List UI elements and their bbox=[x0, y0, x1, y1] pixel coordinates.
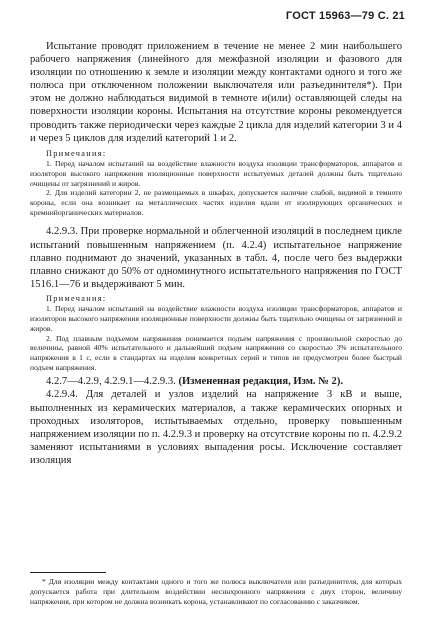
page-content bbox=[30, 40, 402, 467]
amendment-label: (Измененная редакция, Изм. № 2). bbox=[178, 376, 343, 388]
footnote: * Для изоляции между контактами одного и того же полюса выключателя или разъединителя, для которых допускается работа при длительном воздействии несинхронного напряжения с двух сторон, величину напряжения, при котором не должна возникать корона, устанавливают по согласованию с заказчиком. bbox=[30, 577, 402, 606]
note-item: 2. Под плавным подъемом напряжения понимается подъем напряжения с произвольной скоростью до величины, равной 40% испытательного и дальнейший подъем напряжения со скоростью 3% испытательного напряжения в 1 с, если в стандартах на изделия конкретных серий и типов не предусмотрен более быстрый подъем напряжения. bbox=[30, 333, 402, 372]
paragraph-corona-test: Испытание проводят приложением в течение не менее 2 мин наибольшего рабочего напряжения (линейного для межфазной изоляции и фазового для изоляции по отношению к земле и изоляции между контактами одного и того же полюса при отключенном положении выключателя или разъединителя*). При этом не должно наблюдаться видимой в темноте и(или) оставляющей следы на поверхности изоляции короны. Испытания на отсутствие короны рекомендуется проводить также периодически через каждые 2 цикла для изделий категории 3 и 4 и через 5 циклов для изделий категорий 1 и 2. bbox=[30, 41, 402, 144]
note-item: 1. Перед началом испытаний на воздействие влажности воздуха изоляции трансформаторов, аппаратов и изоляторов высокого напряжения изоляционные поверхности испытуемых деталей должны быть тщательно очищены от загрязнений и жиров. bbox=[30, 159, 402, 188]
amendment-clauses: 4.2.7—4.2.9, 4.2.9.1—4.2.9.3. bbox=[46, 376, 176, 388]
amendment-note bbox=[30, 375, 402, 388]
footnote-divider bbox=[30, 572, 106, 573]
note-item: 1. Перед началом испытаний на воздействие влажности воздуха изоляции трансформаторов, аппаратов и изоляторов высокого напряжения изоляционные поверхности должны быть тщательно очищены от загрязнений и жиров. bbox=[30, 304, 402, 333]
note-item: 2. Для изделий категории 2, не размещаемых в шкафах, допускается наличие слабой, видимой в темноте короны, если она возникает на металлических частях изделия вдали от изолирующих органических и кремнийорганических материалов. bbox=[30, 188, 402, 217]
notes-title: Примечания: bbox=[46, 148, 107, 158]
notes-title: Примечания: bbox=[46, 293, 107, 303]
page-header: ГОСТ 15963—79 С. 21 bbox=[285, 10, 405, 22]
paragraph-4-2-9-3: 4.2.9.3. При проверке нормальной и облегченной изоляций в последнем цикле испытаний повышенным напряжением (п. 4.2.4) испытательное напряжение плавно поднимают до значений, указанных в табл. 4, после чего без выдержки плавно снижают до 50% от одноминутного испытательного напряжения по ГОСТ 1516.1—76 и выдерживают 5 мин. bbox=[30, 226, 402, 290]
paragraph-4-2-9-4: 4.2.9.4. Для деталей и узлов изделий на напряжение 3 кВ и выше, выполненных из керамических материалов, а также керамических опорных и проходных изоляторов, испытываемых отдельно, проверку повышенным напряжением изоляции по п. 4.2.9.3 и проверку на отсутствие короны по п. 4.2.9.2 заменяют испытаниями в условиях выпадения росы. Исключение составляет изоляция bbox=[30, 389, 402, 466]
